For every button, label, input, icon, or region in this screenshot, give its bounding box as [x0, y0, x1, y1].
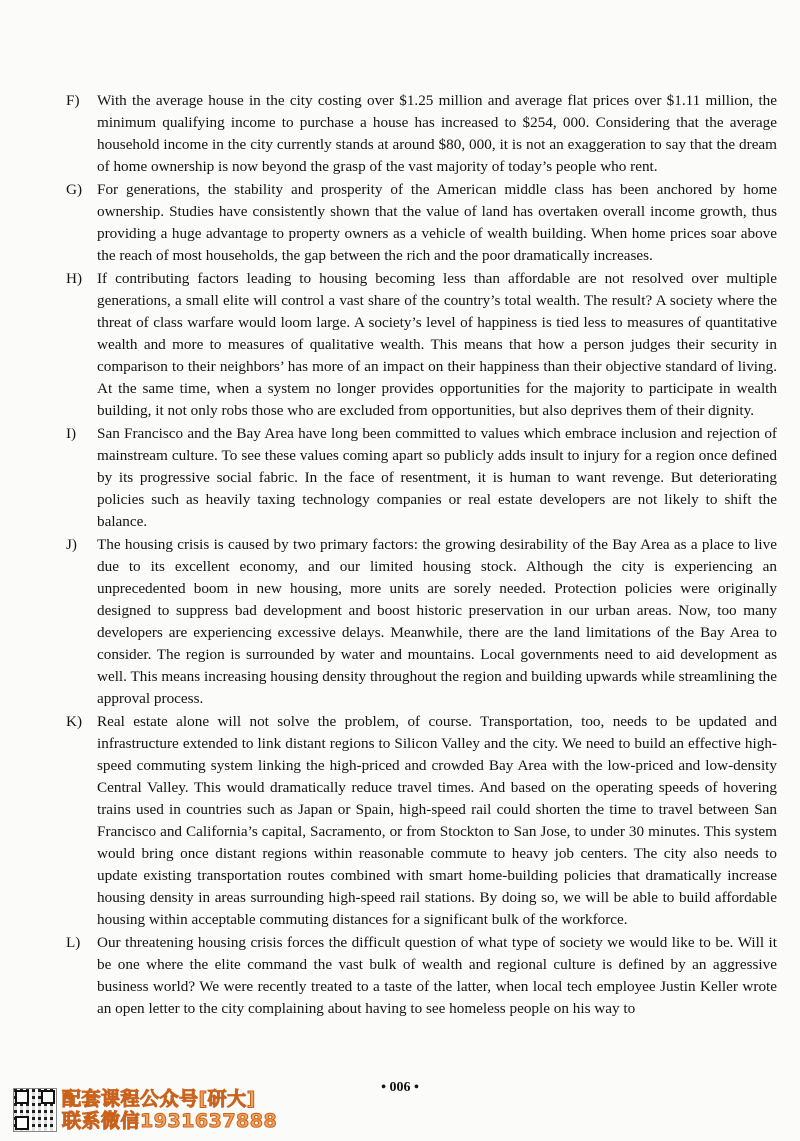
paragraph-label: I) [66, 425, 77, 442]
watermark [14, 1089, 314, 1133]
paragraph-g [66, 179, 777, 267]
paragraph-label: H) [66, 270, 83, 287]
paragraph-text: The housing crisis is caused by two primary factors: the growing desirability of the Bay Area as a place to live due to its excellent economy, and our limited housing stock. Although the city is experiencing an unprecedented boom in new housing, more units are sorely needed. Protection policies were originally designed to suppress bad development and boost historic preservation in our urban areas. Now, too many developers are experiencing excessive delays. Meanwhile, there are the land limitations of the Bay Area to consider. The region is surrounded by water and mountains. Local governments need to aid development as well. This means increasing housing density throughout the region and building upwards while streamlining the approval process. [97, 536, 777, 707]
qr-code-icon [14, 1089, 56, 1131]
paragraph-text: Real estate alone will not solve the problem, of course. Transportation, too, needs to be updated and infrastructure extended to link distant regions to Silicon Valley and the city. We need to build an effective high-speed commuting system linking the high-priced and crowded Bay Area with the low-priced and low-density Central Valley. This would dramatically reduce travel times. And based on the operating speeds of hovering trains used in countries such as Japan or Spain, high-speed rail could shorten the time to travel between San Francisco and California’s capital, Sacramento, or from Stockton to San Jose, to under 30 minutes. This system would bring once distant regions within reasonable commute to heavy job centers. The city also needs to update existing transportation routes combined with smart home-building policies that dramatically increase housing density in areas surrounding high-speed rail stations. By doing so, we will be able to build affordable housing within acceptable commuting distances for a significant bulk of the workforce. [97, 713, 777, 928]
watermark-line: 联系微信1931637888 [62, 1110, 278, 1132]
paragraph-label: F) [66, 92, 80, 109]
paragraph-h [66, 268, 777, 422]
paragraph-text: San Francisco and the Bay Area have long been committed to values which embrace inclusion and rejection of mainstream culture. To see these values coming apart so publicly adds insult to injury for a region once defined by its progressive social fabric. In the face of resentment, it is human to want revenge. But deteriorating policies such as heavily taxing technology companies or real estate developers are not likely to shift the balance. [97, 425, 777, 530]
paragraph-text: With the average house in the city costing over $1.25 million and average flat prices over $1.11 million, the minimum qualifying income to purchase a house has increased to $254, 000. Considering that the average household income in the city currently stands at around $80, 000, it is not an exaggeration to say that the dream of home ownership is now beyond the grasp of the vast majority of today’s people who rent. [97, 92, 777, 175]
paragraph-text: If contributing factors leading to housing becoming less than affordable are not resolved over multiple generations, a small elite will control a vast share of the country’s total wealth. The result? A society where the threat of class warfare would loom large. A society’s level of happiness is tied less to measures of quantitative wealth and more to measures of qualitative wealth. This means that how a person judges their security in comparison to their neighbors’ has more of an impact on their happiness than their objective standard of living. At the same time, when a system no longer provides opportunities for the majority to participate in wealth building, it not only robs those who are excluded from opportunities, but also deprives them of their dignity. [97, 270, 777, 419]
paragraph-label: L) [66, 934, 81, 951]
paragraph-f [66, 90, 777, 178]
paragraph-text: For generations, the stability and prosperity of the American middle class has been anchored by home ownership. Studies have consistently shown that the value of land has overtaken overall income growth, thus providing a huge advantage to property owners as a vehicle of wealth building. When home prices soar above the reach of most households, the gap between the rich and the poor dramatically increases. [97, 181, 777, 264]
paragraph-text: Our threatening housing crisis forces the difficult question of what type of society we would like to be. Will it be one where the elite command the vast bulk of wealth and regional culture is defined by an aggressive business world? We were recently treated to a taste of the latter, when local tech employee Justin Keller wrote an open letter to the city complaining about having to see homeless people on his way to [97, 934, 777, 1017]
paragraph-l [66, 932, 777, 1020]
paragraph-label: G) [66, 181, 83, 198]
paragraph-i [66, 423, 777, 533]
passage-body [66, 90, 777, 1021]
paragraph-j [66, 534, 777, 710]
page-number: • 006 • [381, 1080, 419, 1095]
paragraph-label: J) [66, 536, 77, 553]
paragraph-k [66, 711, 777, 931]
watermark-line: 配套课程公众号[研大] [62, 1088, 256, 1110]
paragraph-label: K) [66, 713, 83, 730]
